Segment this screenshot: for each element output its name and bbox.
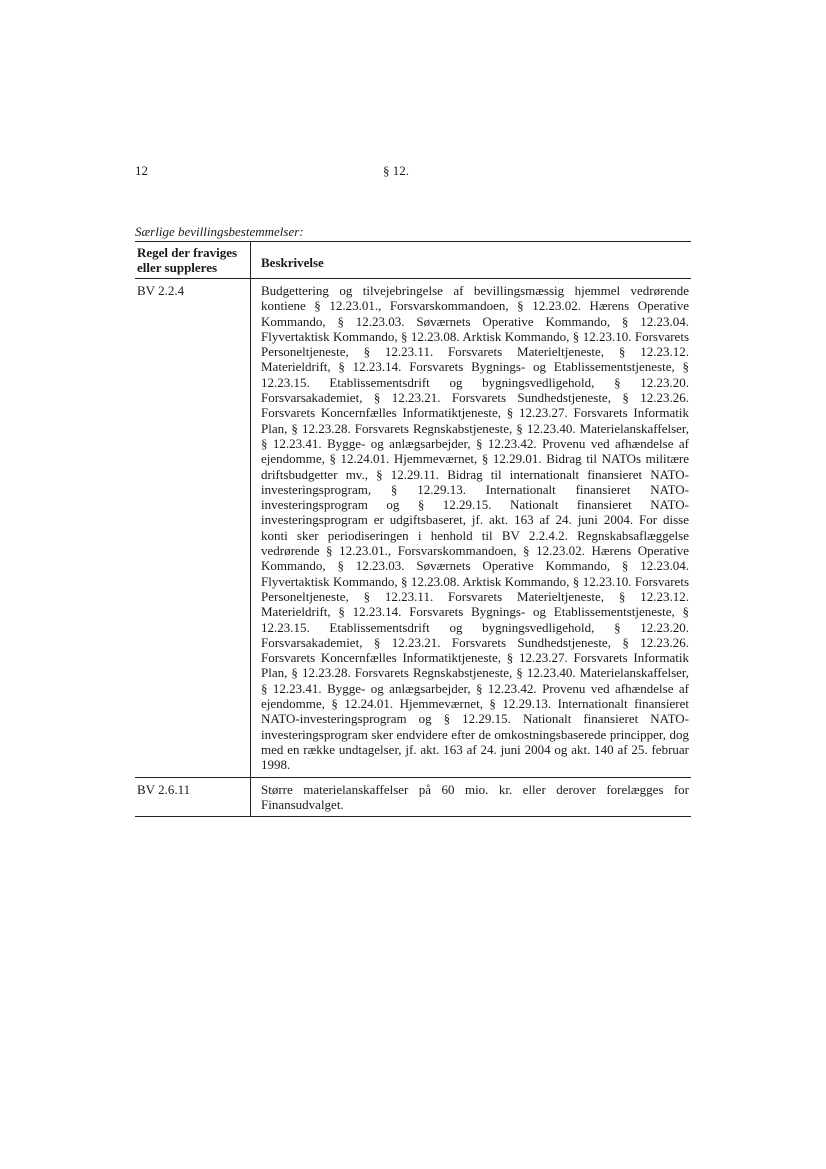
- page-number: 12: [135, 163, 148, 178]
- rule-cell: BV 2.2.4: [137, 283, 185, 298]
- header-rule: Regel der fraviges eller suppleres: [137, 245, 238, 275]
- table-row: [135, 279, 691, 778]
- appropriation-rules-table: [135, 241, 691, 817]
- description-cell: Større materielanskaffelser på 60 mio. kr. eller derover forelægges for Finansudvalget.: [251, 777, 692, 817]
- table-caption: Særlige bevillingsbestemmelser:: [135, 224, 304, 239]
- header-description: Beskrivelse: [251, 242, 692, 279]
- table-row: [135, 777, 691, 817]
- table-header-row: [135, 242, 691, 279]
- rule-cell: BV 2.6.11: [137, 781, 191, 797]
- section-header: § 12.: [383, 163, 409, 178]
- description-cell: Budgettering og tilvejebringelse af bevillingsmæssig hjemmel vedrørende kontiene § 12.23.01., Forsvarskommandoen, § 12.23.02. Hærens Operative Kommando, § 12.23.03. Søværnets Operative Kommando, § 12.23.04. Flyvertaktisk Kommando, § 12.23.08. Arktisk Kommando, § 12.23.10. Forsvarets Personeltjeneste, § 12.23.11. Forsvarets Materieltjeneste, § 12.23.12. Materieldrift, § 12.23.14. Forsvarets Bygnings- og Etablissementstjeneste, § 12.23.15. Etablissementsdrift og bygningsvedligehold, § 12.23.20. Forsvarsakademiet, § 12.23.21. Forsvarets Sundhedstjeneste, § 12.23.26. Forsvarets Koncernfælles Informatiktjeneste, § 12.23.27. Forsvarets Informatik Plan, § 12.23.28. Forsvarets Regnskabstjeneste, § 12.23.40. Materielanskaffelser, § 12.23.41. Bygge- og anlægsarbejder, § 12.23.42. Provenu ved afhændelse af ejendomme, § 12.24.01. Hjemmeværnet, § 12.29.01. Bidrag til NATOs militære driftsbudgetter mv., § 12.29.11. Bidrag til internationalt finansieret NATO-investeringsprogram, § 12.29.13. Internationalt finansieret NATO-investeringsprogram og § 12.29.15. Nationalt finansieret NATO-investeringsprogram er udgiftsbaseret, jf. akt. 163 af 24. juni 2004. For disse konti sker periodiseringen i henhold til BV 2.2.4.2. Regnskabsaflæggelse vedrørende § 12.23.01., Forsvarskommandoen, § 12.23.02. Hærens Operative Kommando, § 12.23.03. Søværnets Operative Kommando, § 12.23.04. Flyvertaktisk Kommando, § 12.23.08. Arktisk Kommando, § 12.23.10. Forsvarets Personeltjeneste, § 12.23.11. Forsvarets Materieltjeneste, § 12.23.12. Materieldrift, § 12.23.14. Forsvarets Bygnings- og Etablissementstjeneste, § 12.23.15. Etablissementsdrift og bygningsvedligehold, § 12.23.20. Forsvarsakademiet, § 12.23.21. Forsvarets Sundhedstjeneste, § 12.23.26. Forsvarets Koncernfælles Informatiktjeneste, § 12.23.27. Forsvarets Informatik Plan, § 12.23.28. Forsvarets Regnskabstjeneste, § 12.23.40. Materielanskaffelser, § 12.23.41. Bygge- og anlægsarbejder, § 12.23.42. Provenu ved afhændelse af ejendomme, § 12.24.01. Hjemmeværnet, § 12.29.13. Internationalt finansieret NATO-investeringsprogram og § 12.29.15. Nationalt finansieret NATO-investeringsprogram sker endvidere efter de omkostningsbaserede principper, dog med en række undtagelser, jf. akt. 163 af 24. juni 2004 og akt. 140 af 25. februar 1998.: [251, 279, 692, 778]
